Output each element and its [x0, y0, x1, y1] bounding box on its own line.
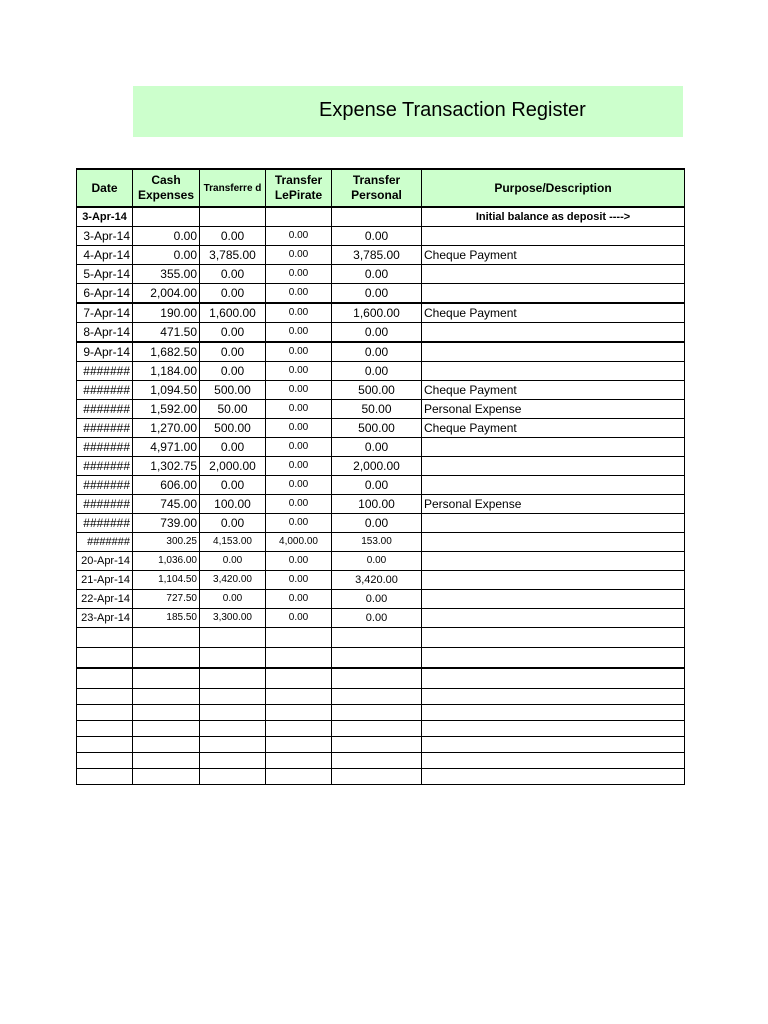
cell-date[interactable]: 21-Apr-14: [77, 571, 133, 590]
cell-transferred[interactable]: 0.00: [200, 265, 266, 284]
cell-cash-expenses[interactable]: 1,094.50: [133, 381, 200, 400]
cell-description[interactable]: Cheque Payment: [422, 246, 685, 265]
header-date[interactable]: Date: [77, 169, 133, 207]
cell-cash-expenses[interactable]: 1,682.50: [133, 342, 200, 362]
empty-row: [77, 668, 685, 689]
cell-cash-expenses[interactable]: 727.50: [133, 590, 200, 609]
table-row: [77, 571, 685, 590]
cell-cash-expenses[interactable]: 739.00: [133, 514, 200, 533]
cell-transfer-lepirate[interactable]: 0.00: [266, 552, 332, 571]
cell-transfer-lepirate[interactable]: 4,000.00: [266, 533, 332, 552]
cell-transferred[interactable]: 0.00: [200, 590, 266, 609]
cell-transfer-personal[interactable]: 0.00: [332, 323, 422, 343]
empty-row: [77, 721, 685, 737]
empty-cell[interactable]: [200, 705, 266, 721]
cell-description[interactable]: Personal Expense: [422, 495, 685, 514]
empty-cell[interactable]: [200, 753, 266, 769]
cell-description[interactable]: [422, 552, 685, 571]
cell-transferred[interactable]: 0.00: [200, 227, 266, 246]
cell-transferred[interactable]: 0.00: [200, 514, 266, 533]
header-transferred[interactable]: Transferre d: [200, 169, 266, 207]
title-banner: [133, 86, 683, 137]
cell-description[interactable]: [422, 438, 685, 457]
table-row: [77, 438, 685, 457]
table-row: [77, 495, 685, 514]
cell-date[interactable]: #######: [77, 381, 133, 400]
cell-date[interactable]: 4-Apr-14: [77, 246, 133, 265]
cell-transfer-lepirate[interactable]: 0.00: [266, 265, 332, 284]
cell-transfer-personal[interactable]: 0.00: [332, 342, 422, 362]
cell-date[interactable]: 8-Apr-14: [77, 323, 133, 343]
empty-cell[interactable]: [422, 628, 685, 648]
cell-transferred[interactable]: 500.00: [200, 381, 266, 400]
cell-transferred[interactable]: 100.00: [200, 495, 266, 514]
cell-cash-expenses[interactable]: 190.00: [133, 303, 200, 323]
empty-cell[interactable]: [332, 705, 422, 721]
cell-transferred[interactable]: 0.00: [200, 552, 266, 571]
empty-cell[interactable]: [422, 668, 685, 689]
cell-date[interactable]: #######: [77, 419, 133, 438]
empty-cell[interactable]: [77, 721, 133, 737]
cell-cash-expenses[interactable]: 0.00: [133, 246, 200, 265]
header-row: [77, 169, 685, 207]
empty-cell[interactable]: [200, 668, 266, 689]
cell-transfer-personal[interactable]: 500.00: [332, 381, 422, 400]
empty-cell[interactable]: [77, 753, 133, 769]
cell-date[interactable]: 5-Apr-14: [77, 265, 133, 284]
cell-description[interactable]: Personal Expense: [422, 400, 685, 419]
cell-transfer-personal[interactable]: 100.00: [332, 495, 422, 514]
cell-transfer-personal[interactable]: 3,785.00: [332, 246, 422, 265]
empty-cell[interactable]: [133, 721, 200, 737]
cell-date[interactable]: #######: [77, 438, 133, 457]
empty-cell[interactable]: [133, 648, 200, 669]
empty-cell[interactable]: [200, 628, 266, 648]
empty-cell[interactable]: [133, 769, 200, 785]
cell-transfer-personal[interactable]: 0.00: [332, 265, 422, 284]
cell-description[interactable]: [422, 571, 685, 590]
cell-transferred[interactable]: 50.00: [200, 400, 266, 419]
empty-cell[interactable]: [133, 628, 200, 648]
table-row: [77, 590, 685, 609]
cell-description[interactable]: [422, 227, 685, 246]
cell-transfer-personal[interactable]: 500.00: [332, 419, 422, 438]
cell-transfer-personal[interactable]: 0.00: [332, 609, 422, 628]
table-row: [77, 514, 685, 533]
table-row: [77, 265, 685, 284]
opening-balance-row: [77, 207, 685, 227]
empty-cell[interactable]: [77, 628, 133, 648]
cell-transfer-lepirate[interactable]: 0.00: [266, 303, 332, 323]
cell-cash-expenses[interactable]: 1,036.00: [133, 552, 200, 571]
cell-description[interactable]: [422, 457, 685, 476]
cell-transfer-personal[interactable]: 1,600.00: [332, 303, 422, 323]
table-row: [77, 246, 685, 265]
table-row: [77, 342, 685, 362]
cell-date[interactable]: 7-Apr-14: [77, 303, 133, 323]
cell-transfer-personal[interactable]: 50.00: [332, 400, 422, 419]
empty-row: [77, 689, 685, 705]
cell-date[interactable]: 20-Apr-14: [77, 552, 133, 571]
cell-transferred[interactable]: 500.00: [200, 419, 266, 438]
empty-cell[interactable]: [133, 753, 200, 769]
empty-cell[interactable]: [133, 668, 200, 689]
cell-description[interactable]: [422, 533, 685, 552]
cell-transfer-lepirate[interactable]: 0.00: [266, 246, 332, 265]
cell-transferred[interactable]: 0.00: [200, 323, 266, 343]
cell-date[interactable]: #######: [77, 400, 133, 419]
empty-cell[interactable]: [266, 689, 332, 705]
cell-cash-expenses[interactable]: 1,270.00: [133, 419, 200, 438]
empty-cell[interactable]: [200, 769, 266, 785]
empty-row: [77, 628, 685, 648]
cell-cash-expenses[interactable]: 2,004.00: [133, 284, 200, 304]
empty-cell[interactable]: [422, 769, 685, 785]
table-row: [77, 284, 685, 304]
empty-cell[interactable]: [266, 721, 332, 737]
cell-date[interactable]: #######: [77, 533, 133, 552]
cell-transferred[interactable]: 0.00: [200, 342, 266, 362]
cell-cash-expenses[interactable]: 0.00: [133, 227, 200, 246]
cell-transferred[interactable]: 1,600.00: [200, 303, 266, 323]
empty-cell[interactable]: [266, 753, 332, 769]
header-transfer-lepirate[interactable]: Transfer LePirate: [266, 169, 332, 207]
empty-cell[interactable]: [266, 705, 332, 721]
cell-transfer-lepirate[interactable]: 0.00: [266, 514, 332, 533]
table-row: [77, 227, 685, 246]
opening-personal[interactable]: [332, 207, 422, 227]
empty-cell[interactable]: [200, 648, 266, 669]
cell-description[interactable]: [422, 514, 685, 533]
empty-cell[interactable]: [77, 648, 133, 669]
cell-transfer-personal[interactable]: 3,420.00: [332, 571, 422, 590]
cell-date[interactable]: #######: [77, 495, 133, 514]
empty-cell[interactable]: [332, 689, 422, 705]
empty-cell[interactable]: [133, 737, 200, 753]
opening-description[interactable]: Initial balance as deposit ---->: [422, 207, 685, 227]
cell-transferred[interactable]: 4,153.00: [200, 533, 266, 552]
empty-cell[interactable]: [332, 721, 422, 737]
cell-description[interactable]: Cheque Payment: [422, 303, 685, 323]
opening-transferred[interactable]: [200, 207, 266, 227]
empty-cell[interactable]: [266, 628, 332, 648]
cell-transfer-personal[interactable]: 0.00: [332, 552, 422, 571]
cell-transferred[interactable]: 0.00: [200, 362, 266, 381]
cell-transfer-lepirate[interactable]: 0.00: [266, 284, 332, 304]
empty-cell[interactable]: [422, 721, 685, 737]
table-row: [77, 362, 685, 381]
cell-date[interactable]: #######: [77, 362, 133, 381]
empty-row: [77, 769, 685, 785]
header-purpose-description[interactable]: Purpose/Description: [422, 169, 685, 207]
cell-description[interactable]: [422, 476, 685, 495]
cell-description[interactable]: [422, 323, 685, 343]
empty-cell[interactable]: [332, 737, 422, 753]
cell-transfer-personal[interactable]: 0.00: [332, 362, 422, 381]
cell-cash-expenses[interactable]: 300.25: [133, 533, 200, 552]
cell-description[interactable]: [422, 342, 685, 362]
table-row: [77, 457, 685, 476]
empty-row: [77, 705, 685, 721]
empty-cell[interactable]: [133, 705, 200, 721]
cell-transfer-personal[interactable]: 153.00: [332, 533, 422, 552]
cell-transfer-lepirate[interactable]: 0.00: [266, 609, 332, 628]
header-transfer-personal[interactable]: Transfer Personal: [332, 169, 422, 207]
cell-transferred[interactable]: 0.00: [200, 284, 266, 304]
cell-description[interactable]: Cheque Payment: [422, 419, 685, 438]
cell-transfer-lepirate[interactable]: 0.00: [266, 457, 332, 476]
cell-date[interactable]: #######: [77, 457, 133, 476]
cell-transferred[interactable]: 3,300.00: [200, 609, 266, 628]
cell-transfer-lepirate[interactable]: 0.00: [266, 476, 332, 495]
cell-description[interactable]: [422, 590, 685, 609]
empty-cell[interactable]: [422, 705, 685, 721]
opening-cash[interactable]: [133, 207, 200, 227]
empty-row: [77, 648, 685, 669]
cell-cash-expenses[interactable]: 606.00: [133, 476, 200, 495]
cell-transfer-lepirate[interactable]: 0.00: [266, 419, 332, 438]
header-cash-expenses[interactable]: Cash Expenses: [133, 169, 200, 207]
cell-cash-expenses[interactable]: 1,184.00: [133, 362, 200, 381]
empty-cell[interactable]: [200, 737, 266, 753]
cell-cash-expenses[interactable]: 4,971.00: [133, 438, 200, 457]
cell-transferred[interactable]: 3,785.00: [200, 246, 266, 265]
cell-cash-expenses[interactable]: 185.50: [133, 609, 200, 628]
cell-date[interactable]: 22-Apr-14: [77, 590, 133, 609]
empty-cell[interactable]: [266, 769, 332, 785]
cell-cash-expenses[interactable]: 1,592.00: [133, 400, 200, 419]
cell-transfer-lepirate[interactable]: 0.00: [266, 590, 332, 609]
table-row: [77, 533, 685, 552]
empty-cell[interactable]: [422, 753, 685, 769]
table-row: [77, 381, 685, 400]
cell-cash-expenses[interactable]: 355.00: [133, 265, 200, 284]
cell-transferred[interactable]: 0.00: [200, 438, 266, 457]
empty-cell[interactable]: [266, 737, 332, 753]
cell-date[interactable]: 3-Apr-14: [77, 227, 133, 246]
empty-cell[interactable]: [332, 628, 422, 648]
cell-description[interactable]: [422, 362, 685, 381]
cell-transfer-lepirate[interactable]: 0.00: [266, 495, 332, 514]
cell-transfer-lepirate[interactable]: 0.00: [266, 400, 332, 419]
empty-cell[interactable]: [77, 737, 133, 753]
empty-cell[interactable]: [200, 689, 266, 705]
cell-cash-expenses[interactable]: 745.00: [133, 495, 200, 514]
empty-cell[interactable]: [266, 648, 332, 669]
opening-lepirate[interactable]: [266, 207, 332, 227]
cell-description[interactable]: [422, 284, 685, 304]
cell-transferred[interactable]: 2,000.00: [200, 457, 266, 476]
empty-cell[interactable]: [332, 648, 422, 669]
cell-transfer-personal[interactable]: 0.00: [332, 590, 422, 609]
empty-cell[interactable]: [77, 668, 133, 689]
register-table: [76, 168, 685, 785]
cell-transfer-lepirate[interactable]: 0.00: [266, 342, 332, 362]
page-title: Expense Transaction Register: [319, 99, 586, 121]
cell-date[interactable]: 9-Apr-14: [77, 342, 133, 362]
empty-cell[interactable]: [77, 705, 133, 721]
register-body: [77, 207, 685, 785]
empty-cell[interactable]: [332, 769, 422, 785]
opening-date[interactable]: 3-Apr-14: [77, 207, 133, 227]
cell-transfer-lepirate[interactable]: 0.00: [266, 362, 332, 381]
cell-transfer-personal[interactable]: 0.00: [332, 514, 422, 533]
cell-cash-expenses[interactable]: 1,104.50: [133, 571, 200, 590]
table-row: [77, 303, 685, 323]
cell-transfer-personal[interactable]: 0.00: [332, 227, 422, 246]
cell-cash-expenses[interactable]: 471.50: [133, 323, 200, 343]
cell-description[interactable]: [422, 609, 685, 628]
empty-cell[interactable]: [77, 689, 133, 705]
table-row: [77, 609, 685, 628]
empty-cell[interactable]: [332, 753, 422, 769]
cell-transfer-personal[interactable]: 2,000.00: [332, 457, 422, 476]
empty-row: [77, 753, 685, 769]
cell-date[interactable]: 6-Apr-14: [77, 284, 133, 304]
empty-cell[interactable]: [133, 689, 200, 705]
table-row: [77, 552, 685, 571]
cell-transfer-personal[interactable]: 0.00: [332, 476, 422, 495]
cell-description[interactable]: [422, 265, 685, 284]
empty-cell[interactable]: [422, 737, 685, 753]
empty-cell[interactable]: [332, 668, 422, 689]
cell-transfer-lepirate[interactable]: 0.00: [266, 381, 332, 400]
table-row: [77, 419, 685, 438]
empty-row: [77, 737, 685, 753]
cell-transfer-lepirate[interactable]: 0.00: [266, 571, 332, 590]
empty-cell[interactable]: [200, 721, 266, 737]
table-row: [77, 323, 685, 343]
empty-cell[interactable]: [77, 769, 133, 785]
cell-transfer-lepirate[interactable]: 0.00: [266, 323, 332, 343]
cell-date[interactable]: #######: [77, 476, 133, 495]
table-row: [77, 400, 685, 419]
cell-cash-expenses[interactable]: 1,302.75: [133, 457, 200, 476]
empty-cell[interactable]: [266, 668, 332, 689]
cell-transfer-personal[interactable]: 0.00: [332, 284, 422, 304]
cell-date[interactable]: 23-Apr-14: [77, 609, 133, 628]
cell-description[interactable]: Cheque Payment: [422, 381, 685, 400]
table-row: [77, 476, 685, 495]
cell-transfer-lepirate[interactable]: 0.00: [266, 227, 332, 246]
cell-transferred[interactable]: 3,420.00: [200, 571, 266, 590]
empty-cell[interactable]: [422, 648, 685, 669]
cell-transferred[interactable]: 0.00: [200, 476, 266, 495]
cell-date[interactable]: #######: [77, 514, 133, 533]
cell-transfer-lepirate[interactable]: 0.00: [266, 438, 332, 457]
empty-cell[interactable]: [422, 689, 685, 705]
cell-transfer-personal[interactable]: 0.00: [332, 438, 422, 457]
